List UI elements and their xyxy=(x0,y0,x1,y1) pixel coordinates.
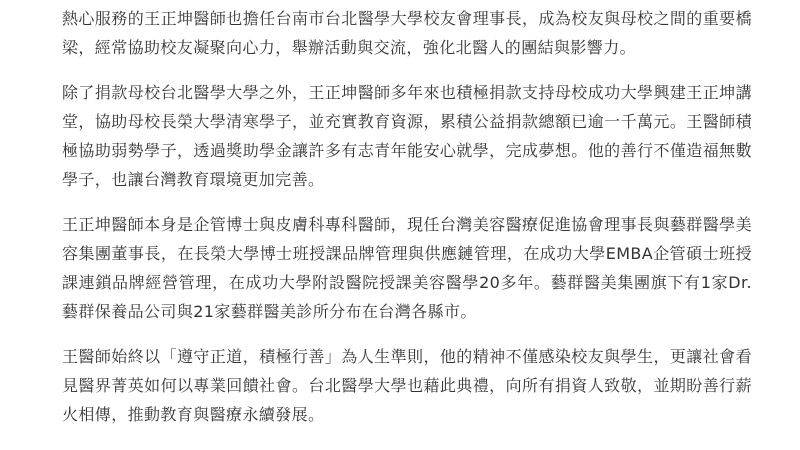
article-paragraph: 除了捐款母校台北醫學大學之外，王正坤醫師多年來也積極捐款支持母校成功大學興建王正坤講堂，協助母校長榮大學清寒學子，並充實教育資源，累積公益捐款總額已逾一千萬元。王醫師積極協助弱勢學子，透過獎助學金讓許多有志青年能安心就學，完成夢想。他的善行不僅造福無數學子，也讓台灣教育環境更加完善。 xyxy=(62,83,752,189)
article-paragraph: 王正坤醫師本身是企管博士與皮膚科專科醫師，現任台灣美容醫療促進協會理事長與藝群醫學美容集團董事長，在長榮大學博士班授課品牌管理與供應鏈管理，在成功大學EMBA企管碩士班授課連鎖品牌經營管理，在成功大學附設醫院授課美容醫學20多年。藝群醫美集團旗下有1家Dr.藝群保養品公司與21家藝群醫美診所分布在台灣各縣市。 xyxy=(62,215,752,321)
article-body xyxy=(62,0,752,445)
article-paragraph: 王醫師始終以「遵守正道，積極行善」為人生準則，他的精神不僅感染校友與學生，更讓社會看見醫界菁英如何以專業回饋社會。台北醫學大學也藉此典禮，向所有捐資人致敬，並期盼善行薪火相傳，推動教育與醫療永續發展。 xyxy=(62,347,752,424)
article-paragraph: 熱心服務的王正坤醫師也擔任台南市台北醫學大學校友會理事長，成為校友與母校之間的重要橋梁，經常協助校友凝聚向心力，舉辦活動與交流，強化北醫人的團結與影響力。 xyxy=(62,9,752,57)
